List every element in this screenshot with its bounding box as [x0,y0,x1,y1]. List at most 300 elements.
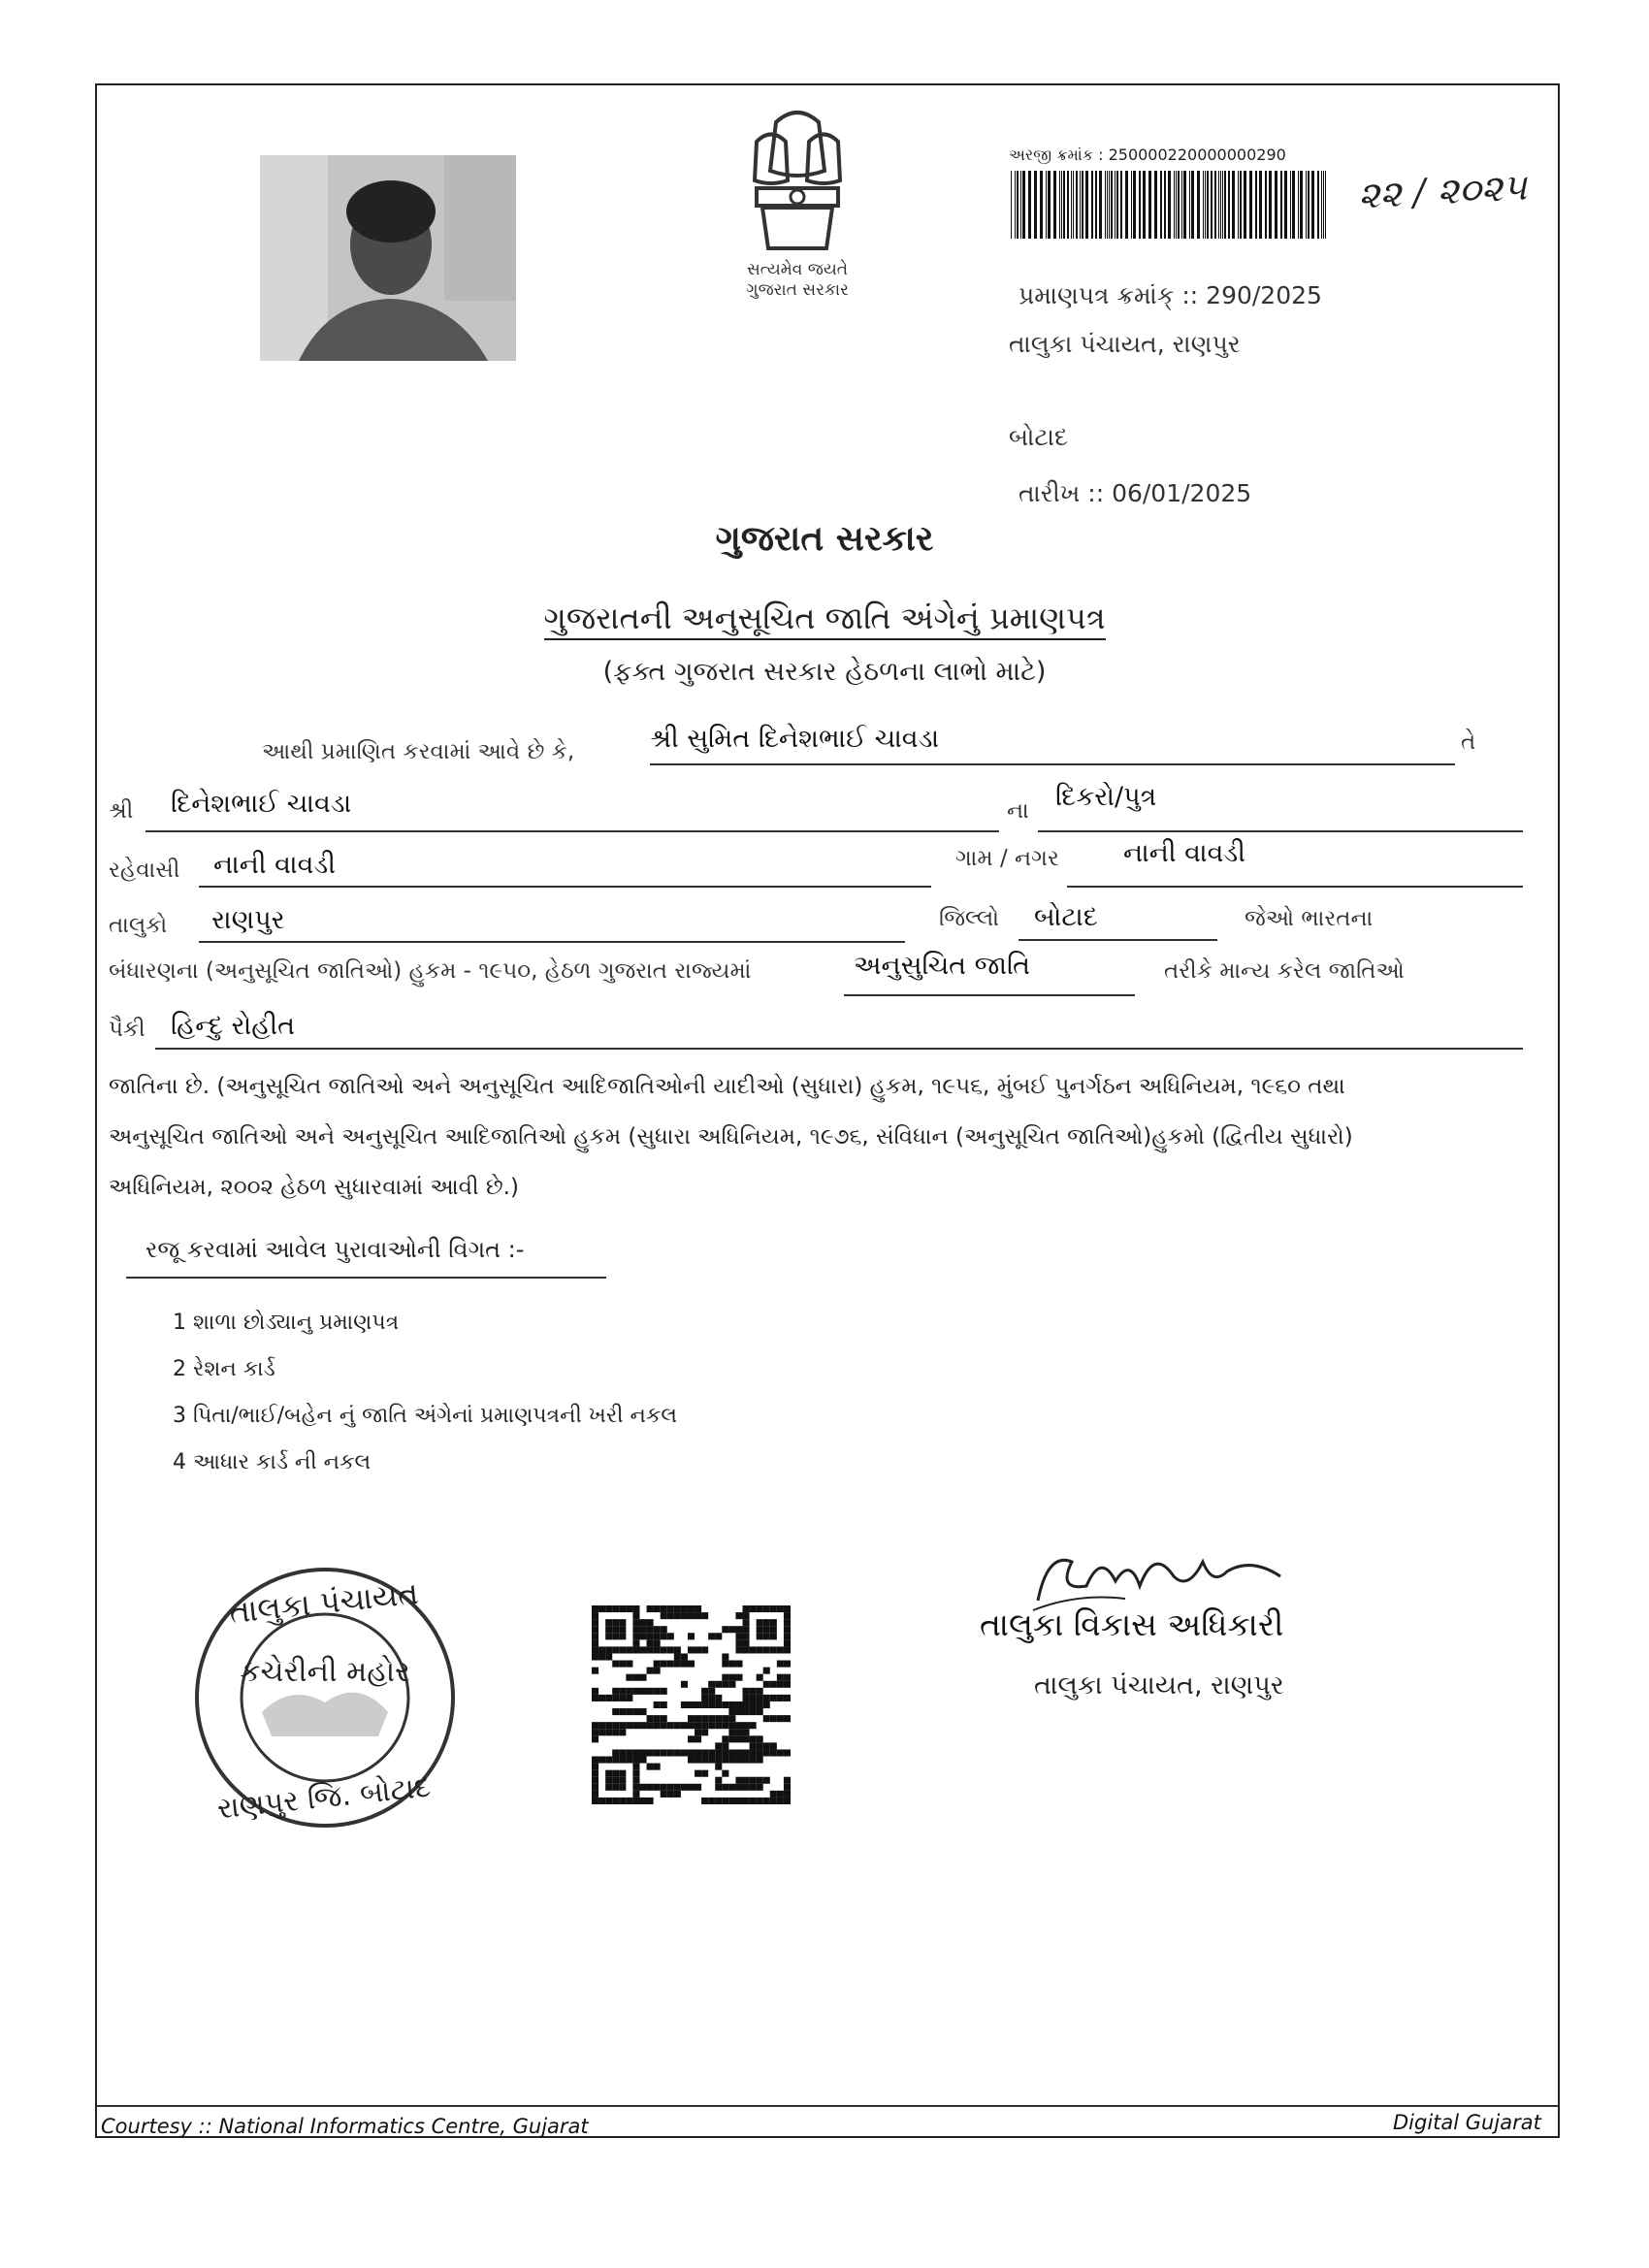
qr-module [757,1742,763,1749]
qr-module [784,1798,791,1804]
barcode-bar [1228,171,1230,239]
qr-module [626,1661,632,1668]
barcode-bar [1154,171,1157,239]
qr-module [592,1619,598,1626]
qr-module [735,1646,742,1653]
qr-module [592,1612,598,1619]
qr-module [661,1791,667,1798]
qr-module [619,1646,626,1653]
qr-module [750,1708,757,1715]
qr-module [626,1605,632,1612]
qr-module [619,1708,626,1715]
qr-module [784,1784,791,1791]
qr-module [701,1722,708,1729]
qr-module [626,1798,632,1804]
qr-module [619,1777,626,1784]
qr-module [605,1633,612,1639]
village-value: નાની વાવડી [1123,838,1245,868]
legal-line: જાતિના છે. (અનુસૂચિત જાતિઓ અને અનુસૂચિત આદિજાતિઓની યાદીઓ (સુધારા) હુકમ, ૧૯૫૬, મુંબઈ પુનર્ગઠન અધિનિયમ, ૧૯૬૦ તથા [109,1074,1345,1099]
qr-module [619,1784,626,1791]
relation-underline [1038,830,1523,832]
qr-module [708,1633,715,1639]
qr-module [647,1749,654,1756]
qr-module [715,1749,722,1756]
qr-module [757,1646,763,1653]
qr-module [763,1668,770,1674]
qr-module [654,1701,661,1708]
qr-module [708,1715,715,1722]
barcode-bar [1197,171,1200,239]
qr-module [619,1688,626,1695]
qr-module [681,1661,688,1668]
qr-module [708,1681,715,1688]
qr-module [647,1633,654,1639]
qr-module [674,1749,681,1756]
qr-module [777,1646,784,1653]
qr-module [715,1633,722,1639]
qr-module [632,1757,639,1764]
qr-module [743,1605,750,1612]
among-label: પૈકી [109,1017,146,1042]
qr-module [661,1612,667,1619]
qr-module [763,1777,770,1784]
qr-module [735,1674,742,1681]
qr-module [763,1626,770,1633]
applicant-photo [260,155,516,361]
barcode-bar [1168,171,1171,239]
qr-module [632,1639,639,1646]
qr-module [695,1729,701,1735]
qr-module [784,1633,791,1639]
qr-module [763,1715,770,1722]
qr-module [667,1749,674,1756]
qr-module [681,1681,688,1688]
qr-module [592,1770,598,1777]
qr-module [770,1646,777,1653]
qr-module [743,1749,750,1756]
qr-module [763,1681,770,1688]
barcode-bar [1222,171,1223,239]
qr-module [757,1777,763,1784]
qr-module [688,1757,695,1764]
qr-module [681,1653,688,1660]
qr-module [674,1661,681,1668]
qr-module [647,1764,654,1770]
relation-value: દિકરો/પુત્ર [1055,782,1157,812]
barcode-bar [1323,171,1324,239]
qr-module [770,1715,777,1722]
qr-module [735,1798,742,1804]
qr-module [674,1612,681,1619]
qr-module [639,1708,646,1715]
qr-module [715,1742,722,1749]
barcode-bar [1181,171,1182,239]
qr-module [605,1646,612,1653]
qr-module [632,1784,639,1791]
qr-module [722,1661,728,1668]
qr-module [688,1722,695,1729]
qr-module [777,1695,784,1701]
qr-module [639,1784,646,1791]
qr-module [695,1735,701,1742]
qr-module [763,1742,770,1749]
qr-module [735,1639,742,1646]
qr-module [626,1688,632,1695]
qr-module [708,1757,715,1764]
qr-module [654,1668,661,1674]
qr-module [647,1715,654,1722]
barcode-bar [1224,171,1226,239]
qr-module [647,1639,654,1646]
qr-module [612,1777,619,1784]
qr-module [777,1674,784,1681]
qr-module [674,1653,681,1660]
barcode-bar [1067,171,1069,239]
qr-module [612,1708,619,1715]
qr-module [639,1688,646,1695]
barcode-bar [1061,171,1062,239]
qr-module [626,1674,632,1681]
qr-module [777,1661,784,1668]
qr-module [728,1757,735,1764]
father-name: દિનેશભાઈ ચાવડા [171,789,352,819]
qr-module [619,1626,626,1633]
certificate-title [0,599,1649,637]
qr-module [647,1626,654,1633]
qr-module [735,1633,742,1639]
qr-module [619,1619,626,1626]
qr-module [743,1722,750,1729]
list-item: 4 આધાર કાર્ડ ની નકલ [173,1450,372,1474]
qr-module [715,1701,722,1708]
certificate-number: પ્રમાણપત્ર ક્રમાંક્ :: 290/2025 [1018,281,1322,309]
qr-module [728,1708,735,1715]
qr-module [743,1784,750,1791]
qr-module [735,1612,742,1619]
barcode-bar [1148,171,1151,239]
qr-module [639,1626,646,1633]
barcode-bar [1259,171,1262,239]
barcode-bar [1107,171,1108,239]
qr-module [701,1695,708,1701]
qr-module [661,1749,667,1756]
barcode-bar [1046,171,1047,239]
list-item: 2 રેશન કાર્ડ [173,1357,275,1381]
qr-module [770,1798,777,1804]
barcode-bar [1028,171,1031,239]
qr-module [722,1715,728,1722]
qr-module [612,1626,619,1633]
qr-module [667,1612,674,1619]
qr-module [735,1701,742,1708]
list-item: 1 શાળા છોડ્યાનુ પ્રમાણપત્ર [173,1311,400,1335]
barcode-bar [1125,171,1128,239]
qr-module [728,1715,735,1722]
qr-module [667,1661,674,1668]
qr-module [592,1757,598,1764]
qr-module [735,1757,742,1764]
barcode-bar [1238,171,1239,239]
issue-date: તારીખ :: 06/01/2025 [1018,479,1252,507]
barcode-bar [1290,171,1291,239]
barcode-bar [1133,171,1136,239]
qr-module [735,1626,742,1633]
qr-module [667,1633,674,1639]
qr-module [770,1681,777,1688]
qr-module [647,1798,654,1804]
qr-module [681,1749,688,1756]
qr-module [784,1605,791,1612]
qr-module [681,1722,688,1729]
recognized-text: તરીકે માન્ય કરેલ જાતિઓ [1164,958,1405,984]
qr-module [715,1777,722,1784]
page-title: ગુજરાત સરકાર [715,519,934,559]
barcode-bar [1191,171,1194,239]
barcode-bar [1091,171,1093,239]
legal-line: અધિનિયમ, ૨૦૦૨ હેઠળ સુધારવામાં આવી છે.) [109,1175,519,1200]
list-item: 3 પિતા/ભાઈ/બહેન નું જાતિ અંગેનાં પ્રમાણપત્રની ખરી નકલ [173,1404,678,1428]
qr-module [784,1646,791,1653]
qr-module [592,1764,598,1770]
office-seal [184,1557,466,1838]
qr-module [757,1798,763,1804]
qr-module [674,1605,681,1612]
barcode-bar [1082,171,1083,239]
barcode-bar [1311,171,1314,239]
qr-module [722,1742,728,1749]
qr-module [681,1612,688,1619]
qr-module [757,1674,763,1681]
qr-module [701,1688,708,1695]
barcode-bar [1063,171,1065,239]
qr-module [715,1722,722,1729]
qr-module [612,1633,619,1639]
qr-module [592,1605,598,1612]
qr-module [777,1798,784,1804]
constitution-text: બંધારણના (અનુસૂચિત જાતિઓ) હુકમ - ૧૯૫૦, હેઠળ ગુજરાત રાજ્યમાં [109,958,752,984]
qr-module [735,1708,742,1715]
qr-module [654,1661,661,1668]
barcode-bar [1280,171,1282,239]
barcode-bar [1048,171,1051,239]
barcode-bar [1109,171,1110,239]
barcode-bar [1015,171,1016,239]
barcode-bar [1240,171,1242,239]
barcode-bar [1120,171,1122,239]
qr-module [743,1798,750,1804]
taluka-label: તાલુકો [109,913,168,938]
qr-module [708,1749,715,1756]
barcode-bar [1214,171,1216,239]
qr-module [777,1715,784,1722]
qr-module [708,1722,715,1729]
qr-module [695,1612,701,1619]
qr-module [750,1688,757,1695]
qr-module [667,1722,674,1729]
qr-module [784,1619,791,1626]
barcode-bar [1300,171,1303,239]
qr-module [661,1605,667,1612]
barcode-bar [1116,171,1118,239]
qr-module [784,1661,791,1668]
qr-module [639,1798,646,1804]
qr-module [688,1784,695,1791]
qr-module [598,1798,605,1804]
qr-module [639,1674,646,1681]
qr-module [784,1612,791,1619]
qr-module [612,1757,619,1764]
qr-module [605,1729,612,1735]
footer-brand: Digital Gujarat [1393,2111,1541,2134]
qr-module [728,1749,735,1756]
district-underline [1018,939,1217,941]
caste-value: હિન્દુ રોહીત [171,1011,296,1041]
barcode-bar [1099,171,1102,239]
qr-module [722,1674,728,1681]
qr-module [612,1784,619,1791]
qr-module [722,1653,728,1660]
qr-module [784,1681,791,1688]
qr-module [674,1791,681,1798]
qr-module [654,1688,661,1695]
qr-module [639,1749,646,1756]
qr-module [654,1639,661,1646]
qr-module [626,1749,632,1756]
barcode-bar [1115,171,1116,239]
emblem-caption [718,260,877,301]
qr-module [612,1619,619,1626]
qr-module [770,1605,777,1612]
qr-module [605,1695,612,1701]
qr-module [654,1605,661,1612]
certificate-note: (ફક્ત ગુજરાત સરકાર હેઠળના લાભો માટે) [602,657,1047,687]
qr-module [701,1715,708,1722]
qr-module [632,1633,639,1639]
qr-module [695,1701,701,1708]
barcode-bar [1022,171,1025,239]
qr-module [688,1605,695,1612]
qr-module [681,1605,688,1612]
qr-module [674,1784,681,1791]
qr-module [735,1729,742,1735]
qr-module [770,1749,777,1756]
qr-module [674,1646,681,1653]
qr-module [598,1653,605,1660]
barcode-bar [1205,171,1206,239]
qr-module [735,1784,742,1791]
qr-module [592,1653,598,1660]
qr-module [654,1722,661,1729]
barcode-bar [1284,171,1287,239]
qr-module [647,1668,654,1674]
qr-module [592,1729,598,1735]
qr-module [592,1784,598,1791]
qr-module [722,1798,728,1804]
legal-paragraph [109,1061,1544,1213]
qr-module [632,1708,639,1715]
village-underline [1067,886,1523,888]
qr-module [661,1626,667,1633]
qr-module [605,1653,612,1660]
qr-module [750,1757,757,1764]
qr-module [632,1619,639,1626]
qr-module [722,1770,728,1777]
qr-module [654,1749,661,1756]
qr-module [757,1701,763,1708]
applicant-name: શ્રી સુમિત દિનેશભાઈ ચાવડા [650,724,940,754]
qr-module [632,1770,639,1777]
qr-module [728,1784,735,1791]
barcode-bar [1292,171,1295,239]
qr-module [735,1749,742,1756]
qr-module [605,1605,612,1612]
shri-label: શ્રી [109,798,134,824]
qr-module [701,1701,708,1708]
qr-module [695,1722,701,1729]
caste-underline [155,1048,1523,1050]
qr-module [681,1701,688,1708]
qr-module [728,1729,735,1735]
barcode-bar [1218,171,1219,239]
qr-module [619,1605,626,1612]
qr-module [695,1749,701,1756]
qr-module [777,1749,784,1756]
qr-module [784,1749,791,1756]
qr-module [715,1715,722,1722]
qr-module [598,1757,605,1764]
qr-module [598,1646,605,1653]
qr-module [619,1757,626,1764]
barcode-bar [1249,171,1252,239]
footer-divider [97,2105,1558,2107]
qr-module [784,1626,791,1633]
barcode-bar [1325,171,1326,239]
qr-module [688,1633,695,1639]
qr-module [722,1681,728,1688]
certificate-title-text: ગુજરાતની અનુસૂચિત જાતિ અંગેનું પ્રમાણપત્ર [544,599,1106,640]
qr-module [784,1695,791,1701]
qr-module [701,1729,708,1735]
district-name: બોટાદ [1009,423,1068,451]
qr-module [728,1674,735,1681]
qr-module [619,1661,626,1668]
qr-module [647,1646,654,1653]
qr-module [632,1749,639,1756]
qr-code [592,1605,791,1804]
qr-module [770,1619,777,1626]
qr-module [612,1722,619,1729]
barcode-bar [1306,171,1307,239]
barcode-bar [1244,171,1246,239]
qr-module [708,1688,715,1695]
qr-module [743,1688,750,1695]
qr-module [715,1798,722,1804]
documents-heading-underline [126,1277,606,1279]
qr-module [701,1757,708,1764]
seal-bottom-text: રાણપુર જિ. બોટાદ [215,1769,433,1827]
village-label: ગામ / નગર [955,846,1059,871]
qr-module [592,1791,598,1798]
qr-module [695,1784,701,1791]
seal-middle-text: કચેરીની મહોર [240,1655,410,1689]
qr-module [592,1798,598,1804]
barcode-bar [1176,171,1177,239]
qr-module [667,1646,674,1653]
qr-module [750,1605,757,1612]
qr-module [592,1668,598,1674]
qr-module [592,1639,598,1646]
qr-module [708,1798,715,1804]
